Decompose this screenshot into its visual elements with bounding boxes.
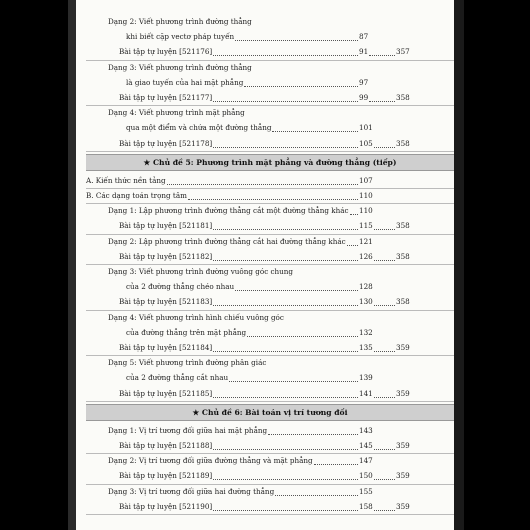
entry-label: Bài tập tự luyện [521182] (119, 251, 213, 261)
toc-entry[interactable] (76, 372, 454, 384)
entry-label: Bài tập tự luyện [521176] (119, 47, 213, 57)
dot-leader (213, 135, 358, 148)
toc-entry[interactable] (76, 455, 454, 467)
entry-label: Dạng 1: Vị trí tương đối giữa hai mặt phẳng (108, 425, 268, 435)
toc-main-entry[interactable] (76, 190, 454, 202)
page-number: 145 (359, 441, 373, 450)
answer-page-number: 358 (396, 297, 410, 307)
toc-entry[interactable] (76, 486, 454, 498)
toc-exercise-entry[interactable] (76, 296, 454, 308)
answer-page-number: 359 (396, 501, 410, 511)
entry-label: Dạng 4: Viết phương trình mặt phẳng (108, 108, 245, 118)
page-number: 101 (359, 123, 373, 133)
toc-exercise-entry[interactable] (76, 220, 454, 232)
answer-page-number: 359 (396, 471, 410, 481)
answer-page-number: 358 (396, 251, 410, 261)
toc-entry[interactable] (76, 281, 454, 293)
entry-label: Dạng 2: Viết phương trình đường thẳng (108, 17, 252, 26)
dot-leader-answer (374, 467, 395, 480)
entry-label: của đường thẳng trên mặt phẳng (126, 327, 247, 337)
entry-divider (86, 401, 454, 402)
dot-leader (235, 28, 358, 41)
entry-label: Bài tập tự luyện [521178] (119, 138, 213, 148)
entry-divider (86, 105, 454, 106)
dot-leader (235, 278, 358, 291)
entry-label: Bài tập tự luyện [521184] (119, 343, 213, 352)
entry-label: Bài tập tự luyện [521181] (119, 221, 213, 231)
entry-divider (86, 151, 454, 152)
dot-leader (213, 339, 358, 352)
dot-leader (229, 369, 358, 382)
toc-entry[interactable] (76, 327, 454, 339)
toc-exercise-entry[interactable] (76, 440, 454, 452)
answer-page-number: 358 (396, 138, 410, 148)
entry-divider (86, 264, 454, 265)
answer-page-number: 357 (396, 47, 410, 57)
entry-divider (86, 310, 454, 311)
page-number: 105 (359, 138, 373, 148)
entry-label: Dạng 2: Vị trí tương đối giữa đường thẳng và mặt phẳng (108, 456, 313, 466)
dot-leader-answer (374, 248, 395, 261)
entry-label: B. Các dạng toán trọng tâm (86, 191, 187, 200)
toc-exercise-entry[interactable] (76, 388, 454, 400)
toc-exercise-entry[interactable] (76, 46, 454, 58)
entry-divider (86, 234, 454, 235)
dot-leader (213, 293, 358, 306)
page-number: 155 (359, 486, 373, 496)
dot-leader (213, 43, 358, 56)
toc-entry-title[interactable] (76, 62, 454, 74)
dot-leader (213, 467, 358, 480)
page-number: 99 (359, 93, 369, 102)
answer-page-number: 359 (396, 441, 410, 450)
page-number: 150 (359, 471, 373, 481)
entry-label: Dạng 3: Viết phương trình đường vuông góc chung (108, 267, 294, 276)
entry-label: qua một điểm và chứa một đường thẳng (126, 123, 272, 133)
toc-exercise-entry[interactable] (76, 138, 454, 150)
page-number: 135 (359, 343, 373, 352)
entry-label: Dạng 4: Viết phương trình hình chiếu vuông góc (108, 312, 284, 322)
answer-page-number: 358 (396, 93, 410, 102)
dot-leader-answer (374, 339, 395, 352)
toc-entry-title[interactable] (76, 16, 454, 28)
entry-divider (86, 484, 454, 485)
entry-label: A. Kiến thức nền tảng (86, 175, 166, 185)
toc-entry[interactable] (76, 236, 454, 248)
page-number: 130 (359, 297, 373, 307)
dot-leader-answer (374, 385, 395, 398)
toc-entry-title[interactable] (76, 266, 454, 278)
dot-leader (213, 498, 358, 511)
dot-leader-answer (374, 217, 395, 230)
entry-label: Dạng 3: Vị trí tương đối giữa hai đường thẳng (108, 486, 275, 496)
dot-leader (213, 89, 358, 102)
page-number: 115 (359, 221, 373, 231)
dot-leader (213, 248, 358, 261)
entry-divider (86, 60, 454, 61)
entry-label: khi biết cặp vectơ pháp tuyến (126, 32, 235, 42)
dot-leader-answer (369, 43, 395, 56)
dot-leader (314, 452, 358, 465)
entry-label: Dạng 3: Viết phương trình đường thẳng (108, 62, 252, 72)
entry-divider (86, 453, 454, 454)
toc-entry[interactable] (76, 425, 454, 437)
toc-entry-title[interactable] (76, 357, 454, 369)
answer-page-number: 359 (396, 388, 410, 398)
toc-exercise-entry[interactable] (76, 251, 454, 263)
toc-exercise-entry[interactable] (76, 92, 454, 104)
dot-leader (167, 172, 358, 185)
entry-label: của 2 đường thẳng chéo nhau (126, 282, 235, 292)
entry-label: Dạng 2: Lập phương trình đường thẳng cắt hai đường thẳng khác (108, 236, 346, 246)
entry-label: Bài tập tự luyện [521189] (119, 471, 213, 481)
toc-entry-title[interactable] (76, 107, 454, 119)
dot-leader (272, 119, 358, 132)
dot-leader (268, 422, 358, 435)
entry-divider (86, 355, 454, 356)
entry-label: Bài tập tự luyện [521183] (119, 297, 213, 307)
entry-label: Bài tập tự luyện [521185] (119, 388, 213, 398)
page-number: 97 (359, 77, 369, 87)
page-number: 107 (359, 175, 373, 185)
toc-entry[interactable] (76, 31, 454, 43)
page-number: 158 (359, 501, 373, 511)
dot-leader-answer (374, 135, 395, 148)
toc-page (76, 0, 454, 530)
dot-leader (244, 74, 358, 87)
entry-label: là giao tuyến của hai mặt phẳng (126, 77, 244, 87)
entry-divider (86, 203, 454, 204)
entry-divider (86, 514, 454, 515)
page-number: 147 (359, 456, 373, 466)
toc-entry[interactable] (76, 205, 454, 217)
dot-leader-answer (374, 498, 395, 511)
page-number: 110 (359, 191, 373, 200)
dot-leader (213, 217, 358, 230)
entry-label: Dạng 5: Viết phương trình đường phân giác (108, 358, 267, 368)
page-number: 139 (359, 373, 373, 383)
dot-leader (247, 324, 358, 337)
toc-exercise-entry[interactable] (76, 470, 454, 482)
page-number: 121 (359, 236, 373, 246)
page-number: 126 (359, 251, 373, 261)
book-spine-shadow-left (68, 0, 76, 530)
page-number: 143 (359, 425, 373, 435)
entry-label: Bài tập tự luyện [521177] (119, 93, 213, 102)
page-number: 110 (359, 206, 373, 216)
entry-label: Bài tập tự luyện [521188] (119, 441, 213, 450)
dot-leader-answer (374, 293, 395, 306)
dot-leader (275, 483, 358, 496)
answer-page-number: 358 (396, 221, 410, 231)
dot-leader (213, 385, 358, 398)
toc-main-entry[interactable] (76, 175, 454, 187)
toc-entry-title[interactable] (76, 312, 454, 324)
section-heading: ★ Chủ đề 5: Phương trình mặt phẳng và đường thẳng (tiếp) (86, 154, 454, 171)
entry-label: Bài tập tự luyện [521190] (119, 501, 213, 511)
toc-entry[interactable] (76, 77, 454, 89)
page-number: 87 (359, 32, 369, 42)
toc-exercise-entry[interactable] (76, 501, 454, 513)
entry-label: của 2 đường thẳng cắt nhau (126, 373, 229, 383)
dot-leader (350, 202, 358, 215)
page-number: 132 (359, 327, 373, 337)
answer-page-number: 359 (396, 343, 410, 352)
page-number: 128 (359, 282, 373, 292)
book-edge-right (454, 0, 464, 530)
dot-leader (347, 233, 358, 246)
dot-leader-answer (369, 89, 395, 102)
dot-leader-answer (374, 437, 395, 450)
dot-leader (213, 437, 358, 450)
page-number: 141 (359, 388, 373, 398)
toc-exercise-entry[interactable] (76, 342, 454, 354)
page-number: 91 (359, 47, 369, 57)
section-heading: ★ Chủ đề 6: Bài toán vị trí tương đối (86, 404, 454, 421)
dot-leader (188, 187, 358, 200)
entry-label: Dạng 1: Lập phương trình đường thẳng cắt một đường thẳng khác (108, 206, 349, 216)
toc-entry[interactable] (76, 122, 454, 134)
